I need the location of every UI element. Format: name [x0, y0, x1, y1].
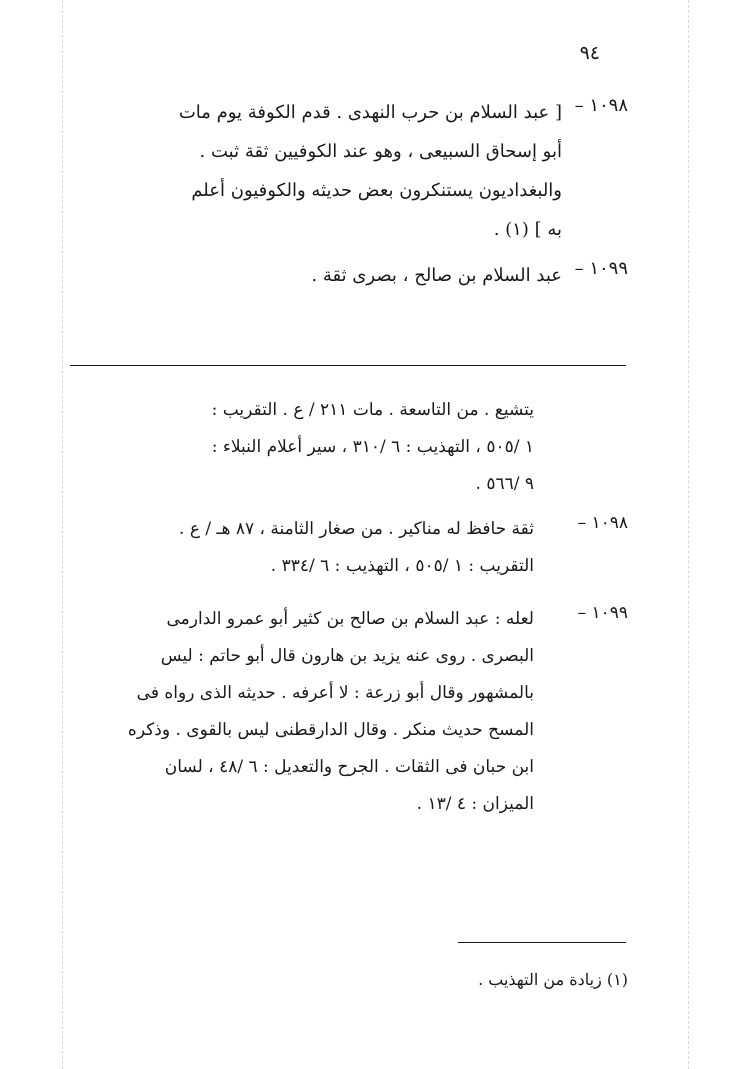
- footnote-text: زيادة من التهذيب .: [478, 970, 602, 989]
- note-line: بالمشهور وقال أبو زرعة : لا أعرفه . حديثه الذى رواه فى: [136, 683, 534, 703]
- note-number: ١٠٩٨ –: [577, 513, 628, 533]
- note-text: [102, 511, 534, 585]
- note-line: ١ /٥٠٥ ، التهذيب : ٦ /٣١٠ ، سير أعلام النبلاء :: [211, 437, 534, 457]
- note-line: المسح حديث منكر . وقال الدارقطنى ليس بالقوى . وذكره: [127, 720, 534, 740]
- note-number: ١٠٩٩ –: [577, 603, 628, 623]
- entry-line: عبد السلام بن صالح ، بصرى ثقة .: [311, 265, 562, 286]
- entry-line: به ] (١) .: [493, 219, 562, 240]
- note-line: ثقة حافظ له مناكير . من صغار الثامنة ، ٨٧ هـ / ع .: [179, 519, 534, 539]
- note-line: يتشيع . من التاسعة . مات ٢١١ / ع . التقريب :: [211, 400, 534, 420]
- entry-line: أبو إسحاق السبيعى ، وهو عند الكوفيين ثقة ثبت .: [199, 141, 562, 162]
- footnote-marker: (١): [606, 970, 628, 989]
- note-line: الميزان : ٤ /١٣ .: [416, 794, 534, 814]
- note-line: ٩ /٥٦٦ .: [475, 474, 534, 494]
- entry-text: [112, 93, 562, 249]
- footnote: [308, 966, 628, 994]
- note-line: البصرى . روى عنه يزيد بن هارون قال أبو حاتم : ليس: [160, 646, 534, 666]
- note-text: [102, 392, 534, 503]
- scan-artifact-line: [688, 0, 689, 1069]
- note-line: ابن حبان فى الثقات . الجرح والتعديل : ٦ /٤٨ ، لسان: [164, 757, 534, 777]
- note-line: التقريب : ١ /٥٠٥ ، التهذيب : ٦ /٣٣٤ .: [270, 556, 534, 576]
- entry-line: والبغداديون يستنكرون بعض حديثه والكوفيون أعلم: [191, 180, 562, 201]
- page-number: ٩٤: [579, 42, 600, 64]
- note-line: لعله : عبد السلام بن صالح بن كثير أبو عمرو الدارمى: [166, 609, 534, 629]
- entry-number: ١٠٩٨ –: [574, 95, 628, 116]
- entry-line: [ عبد السلام بن حرب النهدى . قدم الكوفة يوم مات: [178, 102, 562, 123]
- note-text: [102, 601, 534, 823]
- footnote-separator: [70, 365, 626, 366]
- footnote-rule: [458, 942, 626, 943]
- entry-number: ١٠٩٩ –: [574, 258, 628, 279]
- scan-artifact-line: [62, 0, 63, 1069]
- entry-text: [112, 256, 562, 295]
